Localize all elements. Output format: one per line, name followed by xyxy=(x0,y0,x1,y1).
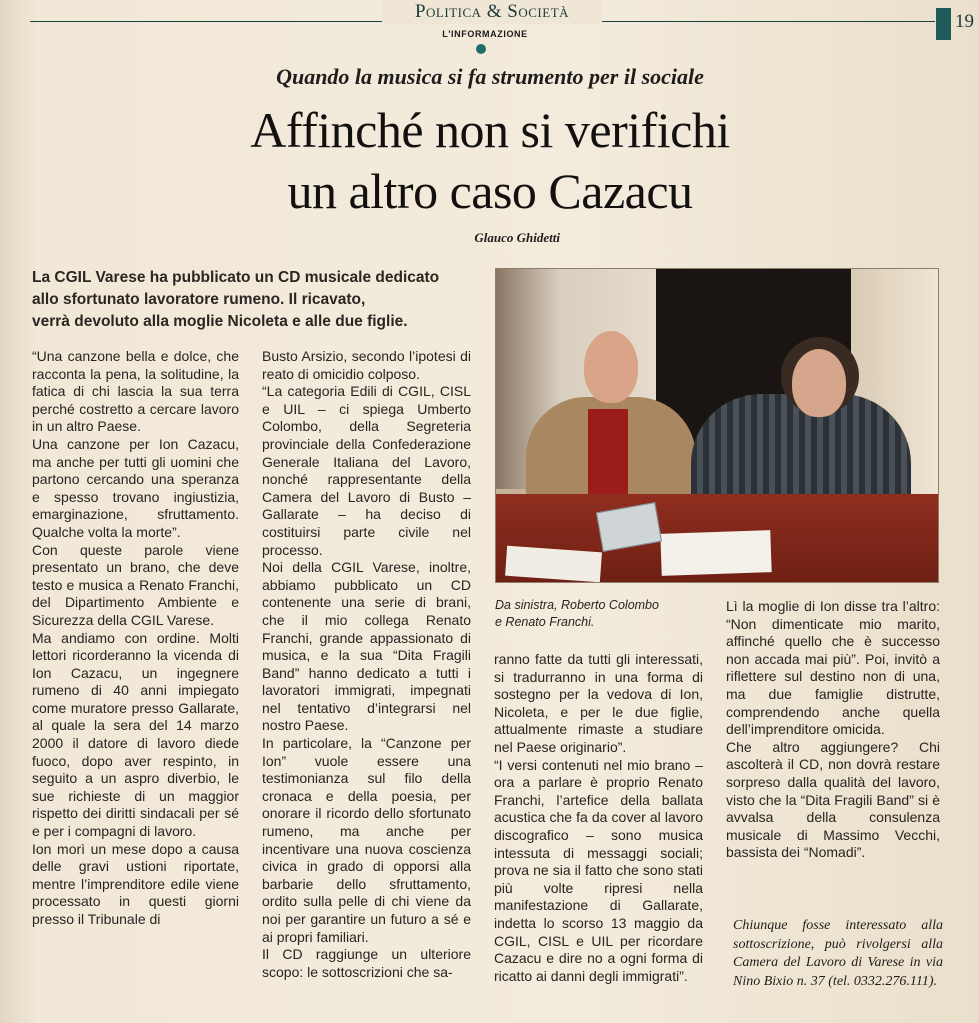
publication-name: L'INFORMAZIONE xyxy=(442,29,528,39)
text-column-4 xyxy=(726,598,940,862)
lead-line-1: La CGIL Varese ha pubblicato un CD musicale dedicato xyxy=(32,269,440,286)
paragraph: Noi della CGIL Varese, inoltre, abbiamo pubblicato un CD contenente una serie di brani, che il mio collega Renato Franchi, grande appassionato di musica, e la sua “Dita Fragili Band” hanno dedicato a tutti i lavoratori immigrati, impegnati nel tentativo d’integrarsi nel nostro Paese. xyxy=(262,559,471,734)
caption-line-2: e Renato Franchi. xyxy=(495,615,595,629)
paragraph: Il CD raggiunge un ulteriore scopo: le sottoscrizioni che sa- xyxy=(262,946,471,980)
paragraph: Ion morì un mese dopo a causa delle gravi ustioni riportate, mentre l’imprenditore edile viene processato in questi giorni presso il Tribunale di xyxy=(32,840,239,927)
photo-caption xyxy=(495,597,710,631)
lead-line-3: verrà devoluto alla moglie Nicoleta e alle due figlie. xyxy=(32,313,408,330)
paragraph: Con queste parole viene presentato un brano, che deve testo e musica a Renato Franchi, del Dipartimento Ambiente e Sicurezza della CGIL Varese. xyxy=(32,541,239,628)
page-number: 19 xyxy=(955,11,974,32)
article-kicker: Quando la musica si fa strumento per il sociale xyxy=(276,64,704,89)
paragraph: “I versi contenuti nel mio brano – ora a parlare è proprio Renato Franchi, l’artefice della ballata acustica che fa da cover al lavoro discografico – sono musica intessuta di messaggi sociali; prova ne sia il fatto che sono stati più volte ripresi nella manifestazione di Gallarate, indetta lo scorso 13 maggio da CGIL, CISL e UIL per ricordare Cazacu e dire no a ogni forma di ricatto ai danni degli immigrati”. xyxy=(494,756,703,984)
headline-line-1: Affinché non si verifichi xyxy=(250,102,730,158)
section-title: Politica & Società xyxy=(382,0,602,24)
lead-line-2: allo sfortunato lavoratore rumeno. Il ricavato, xyxy=(32,291,366,308)
article-photo xyxy=(495,268,939,583)
text-column-1 xyxy=(32,348,239,929)
paragraph: “La categoria Edili di CGIL, CISL e UIL – ci spiega Umberto Colombo, della Segreteria provinciale della Confederazione Generale Italiana del Lavoro, nonché rappresentante della Camera del Lavoro di Busto – Gallarate – ha deciso di costituirsi parte civile nel processo. xyxy=(262,383,471,558)
headline-line-2: un altro caso Cazacu xyxy=(287,163,693,219)
photo-papers xyxy=(660,530,771,576)
photo-person-left-head xyxy=(584,331,638,403)
paragraph: Lì la moglie di Ion disse tra l’altro: “Non dimenticate mio marito, affinché quello che è successo non accada mai più”. Poi, invitò a riflettere sul destino non di una, ma due famiglie distrutte, comprendendo anche quella dell’imprenditore omicida. xyxy=(726,598,940,738)
paragraph: In particolare, la “Canzone per Ion” vuole essere una testimonianza sul filo della cronaca e della poesia, per onorare il ricordo dello sfortunato rumeno, ma anche per incentivare una nuova coscienza civica in grado di opporsi alla barbarie dello sfruttamento, ordito sulla pelle di chi viene da noi per garantire un futuro a sé e ai propri familiari. xyxy=(262,735,471,945)
paragraph: Una canzone per Ion Cazacu, ma anche per tutti gli uomini che partono cercando una speranza e spesso trovano ingiustizia, emarginazione, sfruttamento. Qualche volta la morte”. xyxy=(32,435,239,540)
photo-person-right-head xyxy=(792,349,846,417)
article-byline: Glauco Ghidetti xyxy=(474,230,560,245)
article-headline xyxy=(110,100,870,222)
photo-person-left-vest xyxy=(588,409,628,504)
paragraph: Che altro aggiungere? Chi ascolterà il CD, non dovrà restare sorpreso dalla qualità del lavoro, visto che la “Dita Fragili Band” si è avvalsa della consulenza musicale di Massimo Vecchi, bassista dei “Nomadi”. xyxy=(726,738,940,861)
paragraph: “Una canzone bella e dolce, che racconta la pena, la solitudine, la fatica di chi lascia la sua terra perché costretto a cercare lavoro in un altro Paese. xyxy=(32,348,239,435)
text-column-3 xyxy=(494,651,703,985)
page-tab-marker xyxy=(936,8,951,40)
article-lead xyxy=(32,267,472,333)
paragraph: Ma andiamo con ordine. Molti lettori ricorderanno la vicenda di Ion Cazacu, un ingegnere rumeno di 40 anni impiegato come muratore presso Gallarate, al quale la sera del 14 marzo 2000 il datore di lavoro diede fuoco, dopo aver respinto, in seguito a un aspro diverbio, le sue richieste di un maggior rispetto dei diritti sindacali per sé e per i compagni di lavoro. xyxy=(32,629,239,840)
caption-line-1: Da sinistra, Roberto Colombo xyxy=(495,598,659,612)
paragraph: Busto Arsizio, secondo l’ipotesi di reato di omicidio colposo. xyxy=(262,348,471,382)
paragraph: ranno fatte da tutti gli interessati, si tradurranno in una forma di sostegno per la vedova di Ion, Nicoleta, e per le due figlie, attualmente rimaste a studiare nel Paese originario”. xyxy=(494,651,703,755)
masthead-dot-icon xyxy=(476,44,486,54)
contact-note: Chiunque fosse interessato alla sottoscrizione, può rivolgersi alla Camera del Lavoro di Varese in via Nino Bixio n. 37 (tel. 0332.276.111). xyxy=(733,918,943,989)
text-column-2 xyxy=(262,348,471,981)
